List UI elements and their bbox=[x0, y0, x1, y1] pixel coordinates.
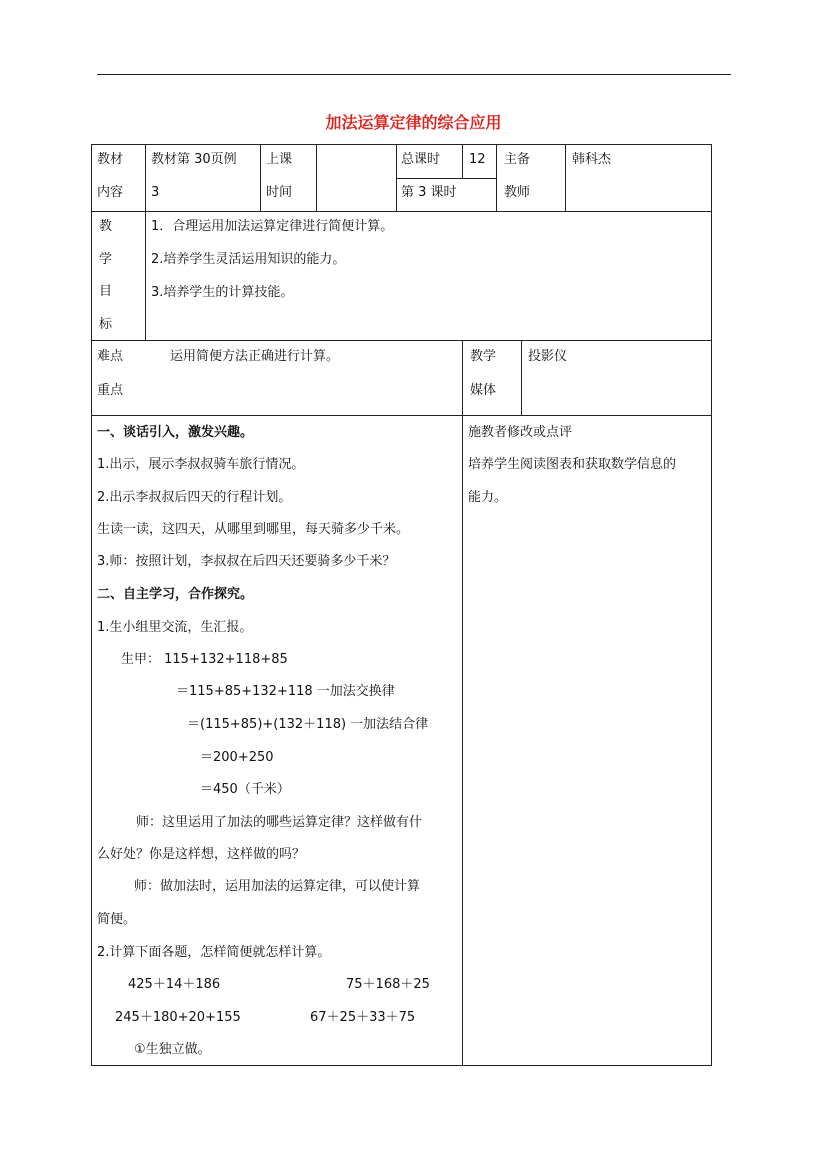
body-line-3: 生读一读，这四天，从哪里到哪里，每天骑多少千米。 bbox=[97, 522, 410, 537]
zhubei-label-2: 教师 bbox=[504, 185, 531, 200]
page-title: 加法运算定律的综合应用 bbox=[325, 113, 502, 132]
goals-label-3: 目 bbox=[99, 284, 113, 299]
jiaocai-label-2: 内容 bbox=[97, 185, 124, 200]
exercise-4: 67＋25＋33＋75 bbox=[310, 1010, 416, 1025]
notes-line-2: 能力。 bbox=[468, 490, 508, 505]
goals-label-2: 学 bbox=[99, 252, 113, 267]
teacher-name: 韩科杰 bbox=[572, 152, 612, 167]
calc-line-5: ＝450（千米） bbox=[200, 782, 290, 797]
zongkeshi-label: 总课时 bbox=[401, 152, 441, 167]
body-line-1: 1.出示，展示李叔叔骑车旅行情况。 bbox=[97, 457, 305, 472]
notes-heading: 施教者修改或点评 bbox=[468, 425, 573, 440]
para-2-line-2: 简便。 bbox=[97, 912, 137, 927]
body-line-5: 1.生小组里交流，生汇报。 bbox=[97, 620, 253, 635]
focus-text: 运用简便方法正确进行计算。 bbox=[170, 349, 340, 364]
goal-item-2: 2.培养学生灵活运用知识的能力。 bbox=[151, 252, 346, 267]
focus-label-2: 重点 bbox=[97, 383, 124, 398]
section-1-heading: 一、谈话引入，激发兴趣。 bbox=[97, 425, 254, 440]
goals-label-4: 标 bbox=[99, 317, 113, 332]
shangke-label-2: 时间 bbox=[266, 185, 293, 200]
jiaocai-value-1: 教材第 30页例 bbox=[151, 152, 237, 167]
keshi-value: 第 3 课时 bbox=[401, 185, 457, 200]
zongkeshi-value: 12 bbox=[469, 152, 486, 167]
body-line-6: 2.计算下面各题，怎样简便就怎样计算。 bbox=[97, 945, 331, 960]
calc-line-3: ＝(115+85)+(132＋118) 一加法结合律 bbox=[187, 717, 429, 732]
notes-line-1: 培养学生阅读图表和获取数学信息的 bbox=[468, 457, 677, 472]
media-label-2: 媒体 bbox=[470, 383, 497, 398]
focus-label-1: 难点 bbox=[97, 349, 124, 364]
section-2-heading: 二、自主学习，合作探究。 bbox=[97, 587, 254, 602]
body-line-4: 3.师：按照计划，李叔叔在后四天还要骑多少千米？ bbox=[97, 554, 396, 569]
body-line-2: 2.出示李叔叔后四天的行程计划。 bbox=[97, 490, 292, 505]
exercise-1: 425＋14＋186 bbox=[128, 977, 221, 992]
goal-item-3: 3.培养学生的计算技能。 bbox=[151, 285, 294, 300]
exercise-2: 75＋168＋25 bbox=[346, 977, 430, 992]
para-1-line-2: 么好处？你是这样想，这样做的吗？ bbox=[97, 847, 306, 862]
shangke-label-1: 上课 bbox=[266, 152, 293, 167]
media-label-1: 教学 bbox=[470, 349, 497, 364]
para-1-line-1: 师：这里运用了加法的哪些运算定律？这样做有什 bbox=[136, 815, 423, 830]
zhubei-label-1: 主备 bbox=[504, 152, 531, 167]
calc-line-4: ＝200+250 bbox=[200, 750, 274, 765]
goal-item-1: 1．合理运用加法运算定律进行简便计算。 bbox=[151, 219, 394, 234]
calc-line-1: 生甲： 115+132+118+85 bbox=[121, 652, 288, 667]
goals-label-1: 教 bbox=[99, 219, 113, 234]
body-line-7: ①生独立做。 bbox=[134, 1042, 211, 1057]
para-2-line-1: 师：做加法时，运用加法的运算定律，可以使计算 bbox=[134, 879, 421, 894]
jiaocai-label-1: 教材 bbox=[97, 152, 124, 167]
jiaocai-value-2: 3 bbox=[151, 185, 160, 200]
exercise-3: 245＋180+20+155 bbox=[115, 1010, 241, 1025]
media-value: 投影仪 bbox=[528, 349, 568, 364]
calc-line-2: ＝115+85+132+118 一加法交换律 bbox=[176, 684, 395, 699]
